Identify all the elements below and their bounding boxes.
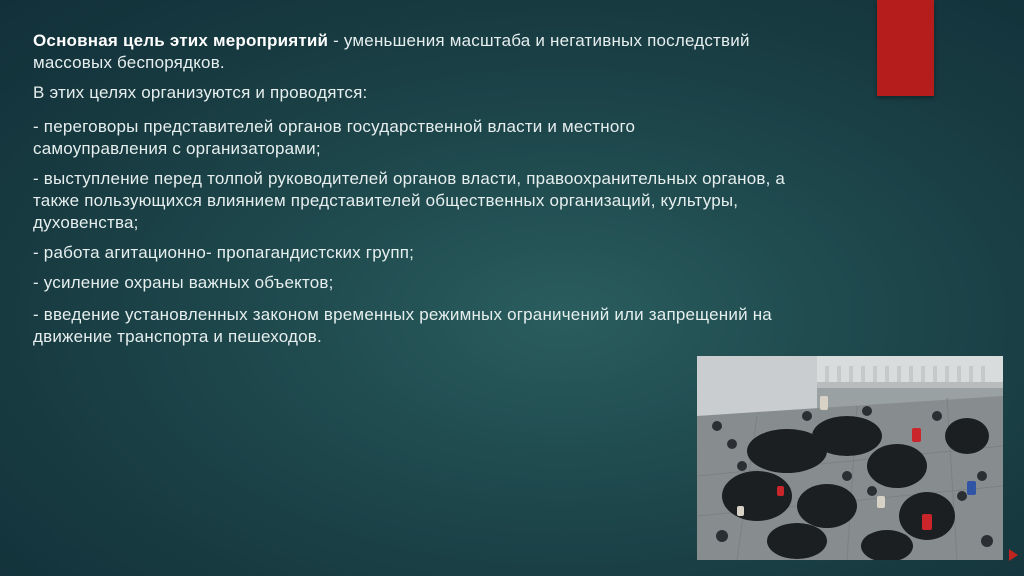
red-accent-bar xyxy=(877,0,934,96)
bullet-guarding: - усиление охраны важных объектов; xyxy=(33,273,334,292)
bullet-agitation: - работа агитационно- пропагандистских групп; xyxy=(33,243,415,262)
bullet-negotiations: - переговоры представителей органов государственной власти и местного самоуправления с организаторами; xyxy=(33,117,636,158)
crowd-photo-illustration xyxy=(697,356,1003,560)
crowd-photo xyxy=(697,356,1003,560)
bullet-restrictions: - введение установленных законом временных режимных ограничений или запрещений на движение транспорта и пешеходов. xyxy=(33,305,772,346)
slide-text xyxy=(33,30,833,356)
intro-rest: - уменьшения масштаба и негативных последствий массовых беспорядков. xyxy=(33,31,750,72)
bullet-speech: - выступление перед толпой руководителей органов власти, правоохранительных органов, а также пользующихся влиянием представителей общественных организаций, культуры, духовенства; xyxy=(33,169,786,232)
play-triangle-icon xyxy=(1009,549,1018,561)
subheading: В этих целях организуются и проводятся: xyxy=(33,83,368,102)
intro-bold: Основная цель этих мероприятий xyxy=(33,31,329,50)
intro-paragraph xyxy=(33,30,833,74)
